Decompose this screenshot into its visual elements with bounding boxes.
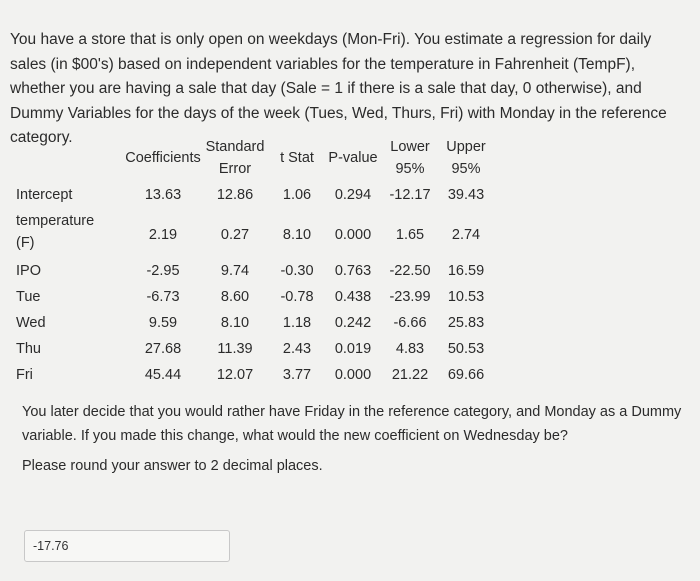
header-upper: Upper (446, 139, 486, 155)
cell-se: 9.74 (220, 263, 250, 279)
cell-pvalue: 0.438 (334, 289, 372, 305)
cell-se: 8.10 (220, 315, 250, 331)
row-label: Wed (16, 315, 46, 331)
row-label: Tue (16, 289, 41, 305)
header-standard: Standard (205, 139, 265, 155)
cell-coef: 2.19 (148, 227, 178, 243)
cell-lower: -12.17 (389, 187, 431, 203)
header-pvalue: P-value (328, 150, 378, 166)
cell-se: 12.07 (216, 367, 254, 383)
cell-pvalue: 0.000 (334, 367, 372, 383)
cell-se: 12.86 (216, 187, 254, 203)
cell-tstat: 1.18 (282, 315, 312, 331)
cell-upper: 2.74 (451, 227, 481, 243)
cell-coef: 13.63 (144, 187, 182, 203)
question-followup: You later decide that you would rather have Friday in the reference category, and Monday as a Dummy variable. If you made this change, what would the new coefficient on Wednesday be? (22, 404, 682, 444)
cell-upper: 50.53 (447, 341, 485, 357)
cell-lower: 1.65 (395, 227, 425, 243)
cell-pvalue: 0.763 (334, 263, 372, 279)
cell-pvalue: 0.019 (334, 341, 372, 357)
row-label: IPO (16, 263, 41, 279)
cell-pvalue: 0.000 (334, 227, 372, 243)
cell-se: 0.27 (220, 227, 250, 243)
cell-upper: 10.53 (447, 289, 485, 305)
cell-lower: 21.22 (391, 367, 429, 383)
cell-tstat: 8.10 (282, 227, 312, 243)
cell-tstat: -0.78 (280, 289, 314, 305)
header-lower: Lower (390, 139, 430, 155)
cell-se: 11.39 (217, 341, 253, 357)
cell-upper: 25.83 (447, 315, 485, 331)
row-label: Thu (16, 341, 41, 357)
header-upper-95: 95% (451, 161, 481, 177)
cell-coef: 45.44 (144, 367, 182, 383)
header-lower-95: 95% (395, 161, 425, 177)
cell-upper: 39.43 (447, 187, 485, 203)
cell-pvalue: 0.294 (334, 187, 372, 203)
answer-input[interactable] (24, 530, 230, 562)
row-label: temperature (16, 213, 95, 229)
cell-coef: 27.68 (144, 341, 182, 357)
header-coefficients: Coefficients (125, 150, 201, 166)
cell-coef: -6.73 (146, 289, 180, 305)
row-label: Fri (16, 367, 33, 383)
header-tstat: t Stat (280, 150, 314, 166)
cell-lower: -6.66 (393, 315, 427, 331)
cell-tstat: -0.30 (280, 263, 314, 279)
row-label-line2: (F) (16, 235, 35, 251)
header-error: Error (218, 161, 252, 177)
cell-tstat: 1.06 (282, 187, 312, 203)
cell-coef: 9.59 (148, 315, 178, 331)
cell-lower: -23.99 (389, 289, 431, 305)
question-intro: You have a store that is only open on weekdays (Mon-Fri). You estimate a regression for daily sales (in $00's) based on independent variables for the temperature in Fahrenheit (TempF), whether you are having a sale that day (Sale = 1 if there is a sale that day, 0 otherwise), and Dummy Variables for the days of the week (Tues, Wed, Thurs, Fri) with Monday in the reference category. (10, 31, 667, 146)
cell-lower: 4.83 (395, 341, 425, 357)
cell-lower: -22.50 (389, 263, 431, 279)
row-label: Intercept (16, 187, 73, 203)
cell-upper: 69.66 (447, 367, 485, 383)
cell-coef: -2.95 (146, 263, 180, 279)
rounding-instruction: Please round your answer to 2 decimal places. (22, 458, 323, 474)
cell-upper: 16.59 (447, 263, 485, 279)
cell-tstat: 2.43 (282, 341, 312, 357)
cell-tstat: 3.77 (282, 367, 312, 383)
cell-se: 8.60 (220, 289, 250, 305)
cell-pvalue: 0.242 (334, 315, 372, 331)
